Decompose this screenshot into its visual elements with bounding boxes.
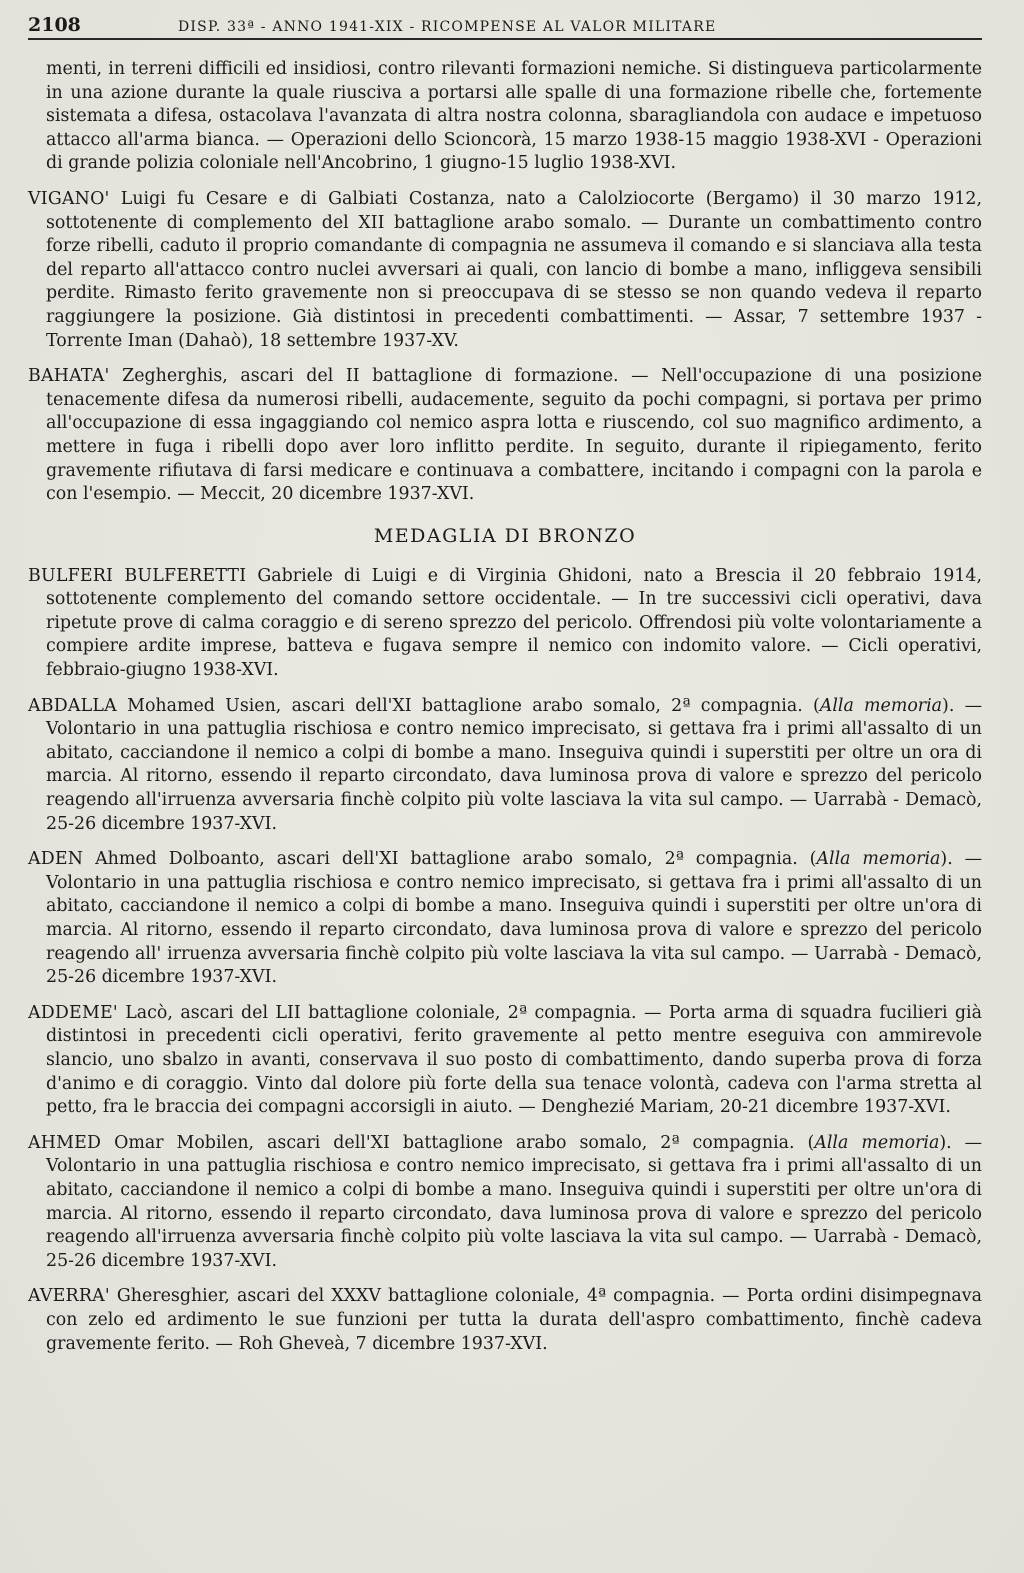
section-title: MEDAGLIA DI BRONZO: [373, 524, 637, 547]
entry-text: menti, in terreni difficili ed insidiosi, contro rilevanti formazioni nemiche. Si distingueva particolarmente in una azione durante la quale riusciva a portarsi alle spalle di una formazione ribelle che, fortemente sistemata a difesa, ostacolava l'avanzata di altra nostra colonna, sbaragliandola con audace e impetuoso attacco all'arma bianca. — Operazioni dello Scioncorà, 15 marzo 1938-15 maggio 1938-XVI - Operazioni di grande polizia coloniale nell'Ancobrino, 1 giugno-15 luglio 1938-XVI.: [46, 59, 982, 174]
citation-entry: [28, 188, 982, 353]
citation-entry: [28, 1132, 982, 1274]
citation-text: Gabriele di Luigi e di Virginia Ghidoni, nato a Brescia il 20 febbraio 1914, sottotenente complemento del comando settore occidentale. — In tre successivi cicli operativi, dava ripetute prove di calma coraggio e di sereno sprezzo del pericolo. Offrendosi più volte volontariamente a compiere ardite imprese, batteva e fugava sempre il nemico con indomito valore. — Cicli operativi, febbraio-giugno 1938-XVI.: [46, 565, 983, 681]
memoria-note: Alla memoria: [816, 849, 941, 870]
citation-name: AVERRA': [28, 1286, 110, 1307]
citation-entry: [28, 848, 982, 990]
citation-text: Zegherghis, ascari del II battaglione di formazione. — Nell'occupazione di una posizione tenacemente difesa da numerosi ribelli, audacemente, seguito da pochi compagni, si portava per primo all'occupazione di essa ingaggiando col nemico aspra lotta e riuscendo, col suo magnifico ardimento, a mettere in fuga i ribelli dopo aver loro inflitto perdite. In seguito, durante il ripiegamento, ferito gravemente rifiutava di farsi medicare e continuava a combattere, incitando i compagni con la parola e con l'esempio. — Meccit, 20 dicembre 1937-XVI.: [46, 366, 982, 505]
citation-entry: [28, 695, 982, 837]
citation-entry: [28, 1002, 982, 1120]
citation-text-before: Ahmed Dolboanto, ascari dell'XI battaglione arabo somalo, 2ª compagnia. (: [95, 849, 817, 870]
citation-entry: [28, 365, 982, 507]
citation-text-before: Mohamed Usien, ascari dell'XI battaglione arabo somalo, 2ª compagnia. (: [127, 695, 820, 716]
citation-entry: [28, 565, 982, 683]
citation-text: ). — Volontario in una pattuglia rischiosa e contro nemico imprecisato, si gettava fra i primi all'assalto di un abitato, cacciandone il nemico a colpi di bombe a mano. Inseguiva quindi i superstiti per oltre un ora di marcia. Al ritorno, essendo il reparto circondato, dava luminosa prova di valore e sprezzo del pericolo reagendo all'irruenza avversaria finchè colpito più volte lasciava la vita sul campo. — Uarrabà - Demacò, 25-26 dicembre 1937-XVI.: [46, 695, 982, 834]
citation-name: ADDEME': [28, 1002, 118, 1023]
citation-name: ADEN: [28, 849, 84, 870]
citation-name: BULFERI BULFERETTI: [28, 565, 247, 586]
citation-entry: [28, 1285, 982, 1356]
citation-text-before: Lacò, ascari del LII battaglione coloniale, 2ª compagnia. — Porta arma di squadra fucilieri già distintosi in precedenti cicli operativi, ferito gravemente al petto mentre eseguiva con ammirevole slancio, uno sbalzo in avanti, conservava il suo posto di combattimento, dando superba prova di forza d'animo e di coraggio. Vinto dal dolore più forte della sua tenace volontà, cadeva con l'arma stretta al petto, fra le braccia dei compagni accorsigli in aiuto. — Denghezié Mariam, 20-21 dicembre 1937-XVI.: [46, 1002, 982, 1118]
memoria-note: Alla memoria: [819, 695, 943, 716]
citation-text-before: Gheresghier, ascari del XXXV battaglione coloniale, 4ª compagnia. — Porta ordini disimpegnava con zelo ed ardimento le sue funzioni per tutta la durata dell'aspro combattimento, finchè cadeva gravemente ferito. — Roh Gheveà, 7 dicembre 1937-XVI.: [46, 1286, 982, 1354]
page-header: [28, 0, 982, 40]
citation-name: BAHATA': [28, 366, 110, 387]
citation-text: ). — Volontario in una pattuglia rischiosa e contro nemico imprecisato, si gettava fra i primi all'assalto di un abitato, cacciandone il nemico a colpi di bombe a mano. Inseguiva quindi i superstiti per oltre un'ora di marcia. Al ritorno, essendo il reparto circondato, dava luminosa prova di valore e sprezzo del pericolo reagendo all' irruenza avversaria finchè colpito più volte lasciava la vita sul campo. — Uarrabà - Demacò, 25-26 dicembre 1937-XVI.: [46, 849, 983, 988]
document-body: [28, 58, 982, 1368]
page-number: 2108: [28, 14, 81, 36]
memoria-note: Alla memoria: [814, 1132, 940, 1153]
citation-text-before: Omar Mobilen, ascari dell'XI battaglione arabo somalo, 2ª compagnia. (: [114, 1132, 815, 1153]
citation-name: ABDALLA: [28, 695, 117, 716]
citation-name: VIGANO': [28, 188, 110, 209]
citation-text: ). — Volontario in una pattuglia rischiosa e contro nemico imprecisato, si gettava fra i primi all'assalto di un abitato, cacciandone il nemico a colpi di bombe a mano. Inseguiva quindi i superstiti per oltre un'ora di marcia. Al ritorno, essendo il reparto circondato, dava luminosa prova di valore e sprezzo del pericolo reagendo all'irruenza avversaria finchè colpito più volte lasciava la vita sul campo. — Uarrabà - Demacò, 25-26 dicembre 1937-XVI.: [46, 1132, 982, 1271]
citation-name: AHMED: [28, 1132, 102, 1153]
running-head: DISP. 33ª - ANNO 1941-XIX - RICOMPENSE AL VALOR MILITARE: [178, 19, 717, 35]
entry-continuation: [28, 58, 982, 176]
citation-text: Luigi fu Cesare e di Galbiati Costanza, nato a Calolziocorte (Bergamo) il 30 marzo 1912, sottotenente di complemento del XII battaglione arabo somalo. — Durante un combattimento contro forze ribelli, caduto il proprio comandante di compagnia ne assumeva il comando e si slanciava alla testa del reparto all'attacco contro nuclei avversari ai quali, con lancio di bombe a mano, infliggeva sensibili perdite. Rimasto ferito gravemente non si preoccupava di se stesso se non quando vedeva il reparto raggiungere la posizione. Già distintosi in precedenti combattimenti. — Assar, 7 settembre 1937 - Torrente Iman (Dahaò), 18 settembre 1937-XV.: [46, 188, 983, 351]
